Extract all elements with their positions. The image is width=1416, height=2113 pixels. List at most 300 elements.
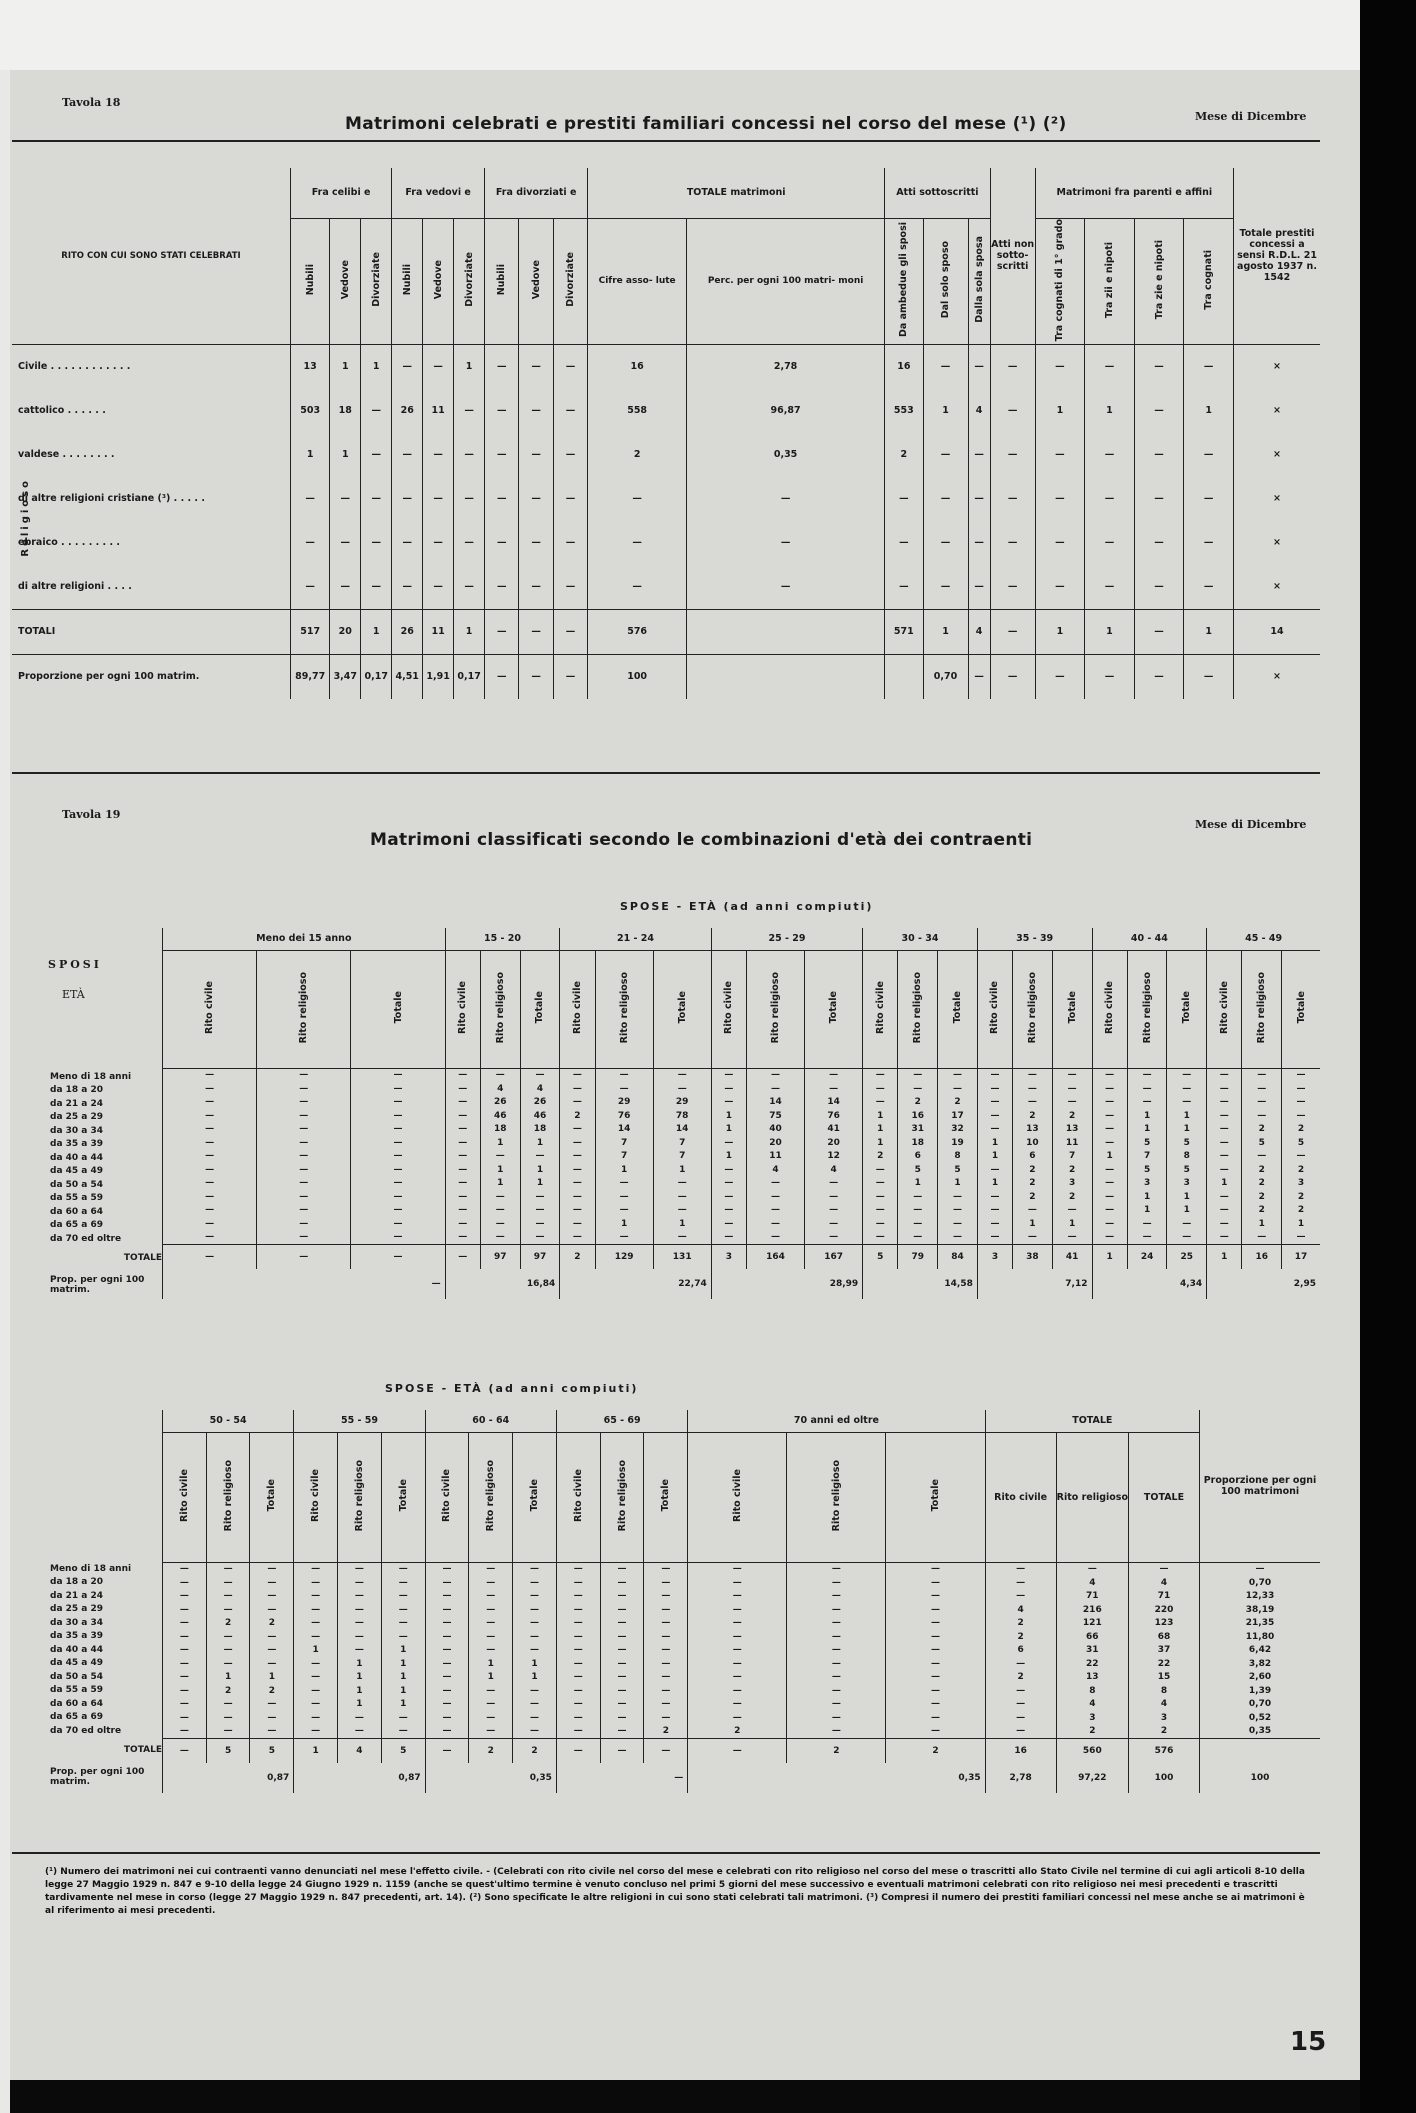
- cell: —: [1013, 1204, 1053, 1218]
- rito-subcol-text: Rito religioso: [1141, 971, 1153, 1044]
- cell: —: [644, 1603, 688, 1617]
- t18-subcol-text: Tra zii e nipoti: [1103, 241, 1115, 318]
- total-cell: 129: [595, 1245, 653, 1270]
- cell: —: [977, 1163, 1012, 1177]
- rito-subcol-text: Rito religioso: [494, 971, 506, 1044]
- table-19-title: Matrimoni classificati secondo le combinazioni d'età dei contraenti: [370, 830, 1033, 850]
- cell: —: [787, 1603, 886, 1617]
- cell: —: [805, 1204, 863, 1218]
- total-cell: —: [985, 1698, 1056, 1712]
- rito-subcol-text: Totale: [951, 991, 963, 1024]
- cell: —: [595, 1068, 653, 1082]
- totale-header: TOTALE: [985, 1410, 1199, 1432]
- cell: 96,87: [687, 389, 885, 433]
- rito-subcol: [520, 950, 560, 1068]
- cell: —: [653, 1204, 711, 1218]
- proportion-cell: 3,82: [1200, 1657, 1321, 1671]
- cell: —: [338, 1711, 382, 1725]
- cell: 1: [1127, 1204, 1167, 1218]
- cell: —: [968, 654, 990, 699]
- cell: —: [454, 565, 485, 610]
- cell: —: [600, 1576, 644, 1590]
- t18-subcol: [392, 218, 423, 344]
- cell: —: [644, 1657, 688, 1671]
- rito-subcol: [977, 950, 1012, 1068]
- cell: —: [863, 1190, 898, 1204]
- cell: 2: [1013, 1163, 1053, 1177]
- cell: —: [381, 1562, 425, 1576]
- cell: —: [595, 1204, 653, 1218]
- cell: —: [711, 1177, 746, 1191]
- cell: 1: [513, 1671, 557, 1685]
- cell: 1: [1085, 609, 1135, 654]
- age-group-header: 65 - 69: [556, 1410, 687, 1432]
- cell: 1: [898, 1177, 938, 1191]
- cell: —: [968, 477, 990, 521]
- t18-subcol-text: Vedove: [339, 260, 351, 300]
- table-row: [163, 1068, 1321, 1082]
- cell: —: [425, 1671, 469, 1685]
- age-label: da 70 ed oltre: [50, 1233, 122, 1244]
- total-cell: 71: [1129, 1590, 1200, 1604]
- cell: —: [330, 565, 361, 610]
- cell: —: [1184, 433, 1234, 477]
- age-label: da 25 a 29: [50, 1112, 104, 1123]
- proportion-cell: 0,35: [688, 1763, 985, 1793]
- table-19-month: Mese di Dicembre: [1195, 818, 1307, 831]
- cell: —: [560, 1163, 595, 1177]
- cell: —: [968, 344, 990, 389]
- cell: 5: [1167, 1136, 1207, 1150]
- cell: —: [351, 1190, 445, 1204]
- prop-label: Prop. per ogni 100 matrim.: [50, 1766, 145, 1787]
- total-cell: 4: [1056, 1698, 1128, 1712]
- cell: —: [1207, 1150, 1242, 1164]
- total-cell: 2: [787, 1739, 886, 1764]
- total-cell: 2: [886, 1739, 985, 1764]
- cell: 517: [291, 609, 330, 654]
- cell: —: [711, 1204, 746, 1218]
- totale-subcol: Rito religioso: [1056, 1432, 1128, 1562]
- cell: —: [351, 1136, 445, 1150]
- total-cell: 22: [1056, 1657, 1128, 1671]
- cell: —: [480, 1068, 520, 1082]
- cell: —: [644, 1684, 688, 1698]
- rito-subcol: [338, 1432, 382, 1562]
- cell: —: [1092, 1096, 1127, 1110]
- cell: —: [805, 1177, 863, 1191]
- t18-subcol: [885, 218, 923, 344]
- cell: —: [1184, 565, 1234, 610]
- cell: —: [688, 1562, 787, 1576]
- cell: 16: [885, 344, 923, 389]
- total-cell: —: [351, 1245, 445, 1270]
- cell: —: [938, 1068, 978, 1082]
- cell: 5: [1127, 1163, 1167, 1177]
- cell: —: [1035, 521, 1085, 565]
- cell: —: [556, 1698, 600, 1712]
- rito-subcol-text: Rito civile: [310, 1469, 322, 1522]
- total-cell: 5: [381, 1739, 425, 1764]
- cell: 1: [520, 1136, 560, 1150]
- age-row: [44, 1111, 162, 1125]
- eta-label-a: ETÀ: [62, 988, 85, 1001]
- cell: —: [600, 1644, 644, 1658]
- row-label: di altre religioni . . . .: [18, 581, 132, 593]
- cell: —: [885, 565, 923, 610]
- cell: 76: [595, 1109, 653, 1123]
- rito-subcol: [1092, 950, 1127, 1068]
- cell: 2: [1052, 1109, 1092, 1123]
- age-label: da 65 a 69: [50, 1220, 104, 1231]
- cell: —: [898, 1231, 938, 1245]
- cell: 7: [595, 1150, 653, 1164]
- cell: —: [454, 389, 485, 433]
- table-19-age-labels-a: [44, 1070, 162, 1300]
- rito-subcol-text: Rito civile: [874, 981, 886, 1034]
- cell: —: [600, 1590, 644, 1604]
- rito-subcol-text: Rito religioso: [222, 1459, 234, 1532]
- cell: —: [556, 1617, 600, 1631]
- cell: —: [1035, 654, 1085, 699]
- rito-subcol-text: Rito civile: [204, 981, 216, 1034]
- cell: —: [381, 1725, 425, 1739]
- cell: —: [1184, 521, 1234, 565]
- cell: —: [653, 1177, 711, 1191]
- cell: —: [257, 1163, 351, 1177]
- cell: —: [425, 1711, 469, 1725]
- total-cell: 1: [1207, 1245, 1242, 1270]
- cell: —: [423, 433, 454, 477]
- total-cell: 164: [746, 1245, 804, 1270]
- cell: 571: [885, 609, 923, 654]
- cell: 1: [338, 1671, 382, 1685]
- proportion-cell: 11,80: [1200, 1630, 1321, 1644]
- scan-left-margin: [0, 70, 10, 2113]
- cell: —: [1207, 1123, 1242, 1137]
- cell: —: [923, 521, 968, 565]
- table-18-title: Matrimoni celebrati e prestiti familiari concessi nel corso del mese (¹) (²): [345, 114, 1067, 134]
- total-cell: —: [985, 1562, 1056, 1576]
- cell: 2: [1282, 1123, 1320, 1137]
- cell: —: [923, 477, 968, 521]
- cell: —: [886, 1684, 985, 1698]
- age-group-header: Meno dei 15 anno: [163, 928, 446, 950]
- cell: —: [485, 433, 519, 477]
- t18-subcol-text: Tra cognati di 1° grado: [1054, 218, 1066, 341]
- total-cell: —: [556, 1739, 600, 1764]
- table-row: [163, 1231, 1321, 1245]
- cell: —: [990, 344, 1035, 389]
- cell: —: [163, 1231, 257, 1245]
- cell: ×: [1234, 389, 1321, 433]
- cell: —: [1092, 1068, 1127, 1082]
- total-cell: —: [985, 1576, 1056, 1590]
- cell: —: [291, 477, 330, 521]
- cell: —: [257, 1136, 351, 1150]
- table-18-row: [12, 565, 1320, 610]
- cell: ×: [1234, 654, 1321, 699]
- cell: —: [425, 1657, 469, 1671]
- cell: 32: [938, 1123, 978, 1137]
- cell: 2: [1242, 1177, 1282, 1191]
- table-row: [163, 1711, 1321, 1725]
- cell: —: [351, 1231, 445, 1245]
- cell: —: [644, 1590, 688, 1604]
- cell: 1: [938, 1177, 978, 1191]
- cell: —: [1052, 1231, 1092, 1245]
- cell: —: [644, 1576, 688, 1590]
- cell: —: [600, 1617, 644, 1631]
- cell: —: [898, 1068, 938, 1082]
- cell: 4: [805, 1163, 863, 1177]
- cell: —: [163, 1123, 257, 1137]
- cell: —: [1127, 1068, 1167, 1082]
- cell: —: [600, 1711, 644, 1725]
- cell: —: [1092, 1177, 1127, 1191]
- total-cell: 66: [1056, 1630, 1128, 1644]
- cell: 2: [1242, 1190, 1282, 1204]
- age-row: [44, 1697, 162, 1711]
- t18-subcol-text: Tra cognati: [1203, 249, 1215, 310]
- total-cell: —: [445, 1245, 480, 1270]
- age-label: da 25 a 29: [50, 1604, 104, 1615]
- cell: —: [977, 1204, 1012, 1218]
- group-vedovi: Fra vedovi e: [392, 168, 485, 218]
- cell: —: [746, 1204, 804, 1218]
- rito-subcol-text: Rito religioso: [1256, 971, 1268, 1044]
- age-label: da 60 a 64: [50, 1206, 104, 1217]
- cell: —: [163, 1630, 207, 1644]
- cell: —: [1092, 1231, 1127, 1245]
- cell: 13: [1052, 1123, 1092, 1137]
- cell: —: [445, 1096, 480, 1110]
- cell: 20: [330, 609, 361, 654]
- cell: 1: [381, 1698, 425, 1712]
- cell: —: [425, 1617, 469, 1631]
- cell: —: [257, 1190, 351, 1204]
- age-row: [44, 1684, 162, 1698]
- cell: —: [445, 1204, 480, 1218]
- cell: —: [1242, 1068, 1282, 1082]
- total-cell: 4: [1056, 1576, 1128, 1590]
- cell: —: [688, 1576, 787, 1590]
- cell: —: [1134, 389, 1184, 433]
- total-cell: 37: [1129, 1644, 1200, 1658]
- cell: —: [294, 1725, 338, 1739]
- cell: 18: [520, 1123, 560, 1137]
- cell: —: [886, 1698, 985, 1712]
- table-row: [163, 1684, 1321, 1698]
- cell: —: [163, 1109, 257, 1123]
- cell: [1200, 1739, 1321, 1764]
- rito-subcol: [257, 950, 351, 1068]
- t18-subcol: [1184, 218, 1234, 344]
- rito-subcol-text: Totale: [266, 1479, 278, 1512]
- cell: —: [513, 1644, 557, 1658]
- cell: —: [163, 1163, 257, 1177]
- cell: —: [711, 1217, 746, 1231]
- table-19-label: Tavola 19: [62, 808, 121, 821]
- rito-subcol-text: Rito civile: [989, 981, 1001, 1034]
- cell: —: [445, 1163, 480, 1177]
- cell: —: [556, 1603, 600, 1617]
- cell: ×: [1234, 565, 1321, 610]
- t18-subcol: [923, 218, 968, 344]
- cell: —: [250, 1630, 294, 1644]
- t18-subcol-text: Divorziate: [463, 252, 475, 308]
- scan-right-border: [1360, 0, 1416, 2113]
- cell: —: [688, 1630, 787, 1644]
- cell: —: [1127, 1096, 1167, 1110]
- total-cell: 16: [985, 1739, 1056, 1764]
- total-cell: 3: [977, 1245, 1012, 1270]
- cell: 1: [1207, 1177, 1242, 1191]
- cell: —: [1092, 1136, 1127, 1150]
- row-label: cattolico . . . . . .: [18, 405, 106, 417]
- rito-subcol: [1127, 950, 1167, 1068]
- cell: —: [361, 477, 392, 521]
- rito-subcol-text: Rito civile: [1104, 981, 1116, 1034]
- cell: 0,17: [454, 654, 485, 699]
- group-celibi: Fra celibi e: [291, 168, 392, 218]
- cell: —: [294, 1684, 338, 1698]
- cell: —: [711, 1190, 746, 1204]
- cell: 7: [653, 1136, 711, 1150]
- total-cell: 4: [1129, 1698, 1200, 1712]
- cell: —: [425, 1590, 469, 1604]
- rito-subcol: [787, 1432, 886, 1562]
- proportion-cell: 2,95: [1207, 1269, 1320, 1299]
- cell: —: [513, 1698, 557, 1712]
- cell: 6: [898, 1150, 938, 1164]
- rito-subcol-text: Totale: [660, 1479, 672, 1512]
- cell: —: [595, 1177, 653, 1191]
- cell: —: [863, 1082, 898, 1096]
- cell: 29: [653, 1096, 711, 1110]
- cell: —: [1207, 1109, 1242, 1123]
- age-label: da 18 a 20: [50, 1085, 104, 1096]
- cell: —: [1242, 1096, 1282, 1110]
- cell: —: [1207, 1082, 1242, 1096]
- cell: 5: [1167, 1163, 1207, 1177]
- cell: 2: [250, 1684, 294, 1698]
- table-18-row: [12, 521, 1320, 565]
- cell: 2,78: [687, 344, 885, 389]
- cell: —: [977, 1096, 1012, 1110]
- age-row: [44, 1124, 162, 1138]
- cell: —: [163, 1644, 207, 1658]
- cell: —: [711, 1136, 746, 1150]
- rito-subcol-text: Rito religioso: [618, 971, 630, 1044]
- cell: 75: [746, 1109, 804, 1123]
- cell: 1: [923, 609, 968, 654]
- cell: —: [1282, 1096, 1320, 1110]
- t18-subcol-text: Nubili: [304, 264, 316, 296]
- prop-header: Proporzione per ogni 100 matrimoni: [1200, 1410, 1321, 1562]
- cell: —: [688, 1684, 787, 1698]
- cell: 1: [520, 1163, 560, 1177]
- age-group-header: 30 - 34: [863, 928, 978, 950]
- age-group-header: 60 - 64: [425, 1410, 556, 1432]
- cell: 26: [392, 609, 423, 654]
- rito-subcol: [469, 1432, 513, 1562]
- cell: —: [886, 1711, 985, 1725]
- cell: —: [454, 477, 485, 521]
- cell: —: [688, 1617, 787, 1631]
- cell: 1: [454, 609, 485, 654]
- cell: —: [805, 1082, 863, 1096]
- cell: —: [425, 1630, 469, 1644]
- cell: 6: [1013, 1150, 1053, 1164]
- cell: —: [644, 1630, 688, 1644]
- t18-subcol: [485, 218, 519, 344]
- cell: —: [1184, 477, 1234, 521]
- proportion-row: [163, 1269, 1321, 1299]
- cell: —: [513, 1590, 557, 1604]
- cell: —: [206, 1590, 250, 1604]
- cell: 2: [1013, 1109, 1053, 1123]
- cell: 1: [1167, 1190, 1207, 1204]
- cell: 89,77: [291, 654, 330, 699]
- total-cell: 2: [985, 1617, 1056, 1631]
- proportion-cell: 97,22: [1056, 1763, 1128, 1793]
- cell: —: [163, 1671, 207, 1685]
- table-19-part-a: [162, 928, 1320, 1299]
- cell: —: [392, 477, 423, 521]
- table-18-month: Mese di Dicembre: [1195, 110, 1307, 123]
- t18-subcol: [454, 218, 485, 344]
- total-cell: 2: [469, 1739, 513, 1764]
- cell: 10: [1013, 1136, 1053, 1150]
- cell: —: [553, 654, 587, 699]
- group-totale-matrimoni: TOTALE matrimoni: [588, 168, 885, 218]
- cell: —: [392, 565, 423, 610]
- cell: 17: [938, 1109, 978, 1123]
- cell: 19: [938, 1136, 978, 1150]
- cell: —: [163, 1617, 207, 1631]
- age-row: [44, 1643, 162, 1657]
- table-18-row: [12, 344, 1320, 389]
- totals-row: [163, 1245, 1321, 1270]
- rito-subcol-text: Rito civile: [571, 981, 583, 1034]
- cell: 2: [1282, 1163, 1320, 1177]
- age-row: [44, 1070, 162, 1084]
- cell: —: [688, 1603, 787, 1617]
- cell: —: [977, 1109, 1012, 1123]
- table-18-row: [12, 433, 1320, 477]
- age-label: da 40 a 44: [50, 1644, 104, 1655]
- cell: —: [330, 521, 361, 565]
- total-cell: —: [985, 1725, 1056, 1739]
- total-cell: —: [1056, 1562, 1128, 1576]
- cell: —: [990, 389, 1035, 433]
- cell: —: [1207, 1204, 1242, 1218]
- cell: 2: [1013, 1177, 1053, 1191]
- rito-subcol: [1242, 950, 1282, 1068]
- cell: —: [805, 1217, 863, 1231]
- t18-subcol: [423, 218, 454, 344]
- cell: 7: [1052, 1150, 1092, 1164]
- proportion-cell: 100: [1200, 1763, 1321, 1793]
- cell: —: [519, 433, 553, 477]
- total-cell: 84: [938, 1245, 978, 1270]
- proportion-cell: 4,34: [1092, 1269, 1207, 1299]
- total-cell: 5: [863, 1245, 898, 1270]
- cell: —: [206, 1576, 250, 1590]
- total-cell: 3: [1129, 1711, 1200, 1725]
- cell: —: [1052, 1096, 1092, 1110]
